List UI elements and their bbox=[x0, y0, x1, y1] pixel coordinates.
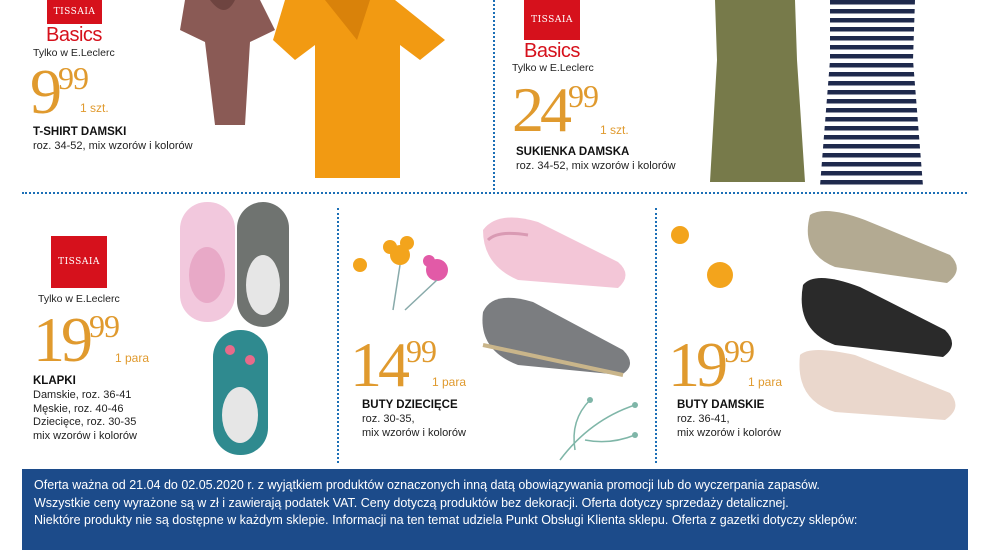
vertical-separator-left bbox=[337, 208, 339, 463]
price-unit: 1 para bbox=[748, 375, 783, 389]
product-title: BUTY DAMSKIE bbox=[677, 399, 765, 411]
product-title: KLAPKI bbox=[33, 375, 76, 387]
product-title: SUKIENKA DAMSKA bbox=[516, 146, 630, 158]
product-title: BUTY DZIECIĘCE bbox=[362, 399, 458, 411]
availability-label: Tylko w E.Leclerc bbox=[38, 293, 120, 305]
tshirts-image bbox=[165, 0, 465, 185]
plant-decoration bbox=[540, 390, 650, 465]
flowers-decoration bbox=[660, 220, 755, 295]
price-main: 9 bbox=[30, 56, 58, 127]
brand-logo: TISSAIA bbox=[524, 0, 580, 40]
price-unit: 1 para bbox=[432, 375, 467, 389]
price-main: 19 bbox=[33, 304, 89, 375]
availability-label: Tylko w E.Leclerc bbox=[33, 47, 115, 59]
product-title: T-SHIRT DAMSKI bbox=[33, 126, 127, 138]
dresses-image bbox=[705, 0, 935, 192]
price-cents: 99 bbox=[724, 333, 754, 369]
footer-line-2: Wszystkie ceny wyrażone są w zł i zawierają podatek VAT. Ceny dotyczą produktów bez dekoracji. Oferta dotyczy sprzedaży detalicznej. bbox=[34, 495, 789, 510]
product-description: roz. 30-35, mix wzorów i kolorów bbox=[362, 413, 466, 439]
price-unit: 1 szt. bbox=[600, 123, 629, 137]
product-description: roz. 34-52, mix wzorów i kolorów bbox=[516, 160, 676, 172]
availability-label: Tylko w E.Leclerc bbox=[512, 62, 594, 74]
price-main: 19 bbox=[668, 329, 724, 400]
brand-logo: TISSAIA bbox=[51, 236, 107, 288]
price bbox=[33, 304, 119, 375]
vertical-separator-right bbox=[655, 208, 657, 463]
clogs-image bbox=[175, 200, 295, 460]
footer-line-1: Oferta ważna od 21.04 do 02.05.2020 r. z wyjątkiem produktów oznaczonych inną datą obowiązywania promocji lub do wyczerpania zapasów. bbox=[34, 478, 820, 492]
price-cents: 99 bbox=[568, 78, 598, 114]
price-main: 24 bbox=[512, 74, 568, 145]
flowers-decoration bbox=[345, 225, 465, 315]
price-main: 14 bbox=[350, 329, 406, 400]
product-description: Damskie, roz. 36-41 Męskie, roz. 40-46 Dziecięce, roz. 30-35 mix wzorów i kolorów bbox=[33, 389, 137, 442]
product-description: roz. 34-52, mix wzorów i kolorów bbox=[33, 140, 193, 152]
price-unit: 1 para bbox=[115, 351, 150, 365]
kids-shoes-image bbox=[478, 210, 638, 380]
price bbox=[512, 74, 598, 145]
vertical-separator-top bbox=[493, 0, 495, 190]
womens-shoes-image bbox=[795, 205, 965, 425]
horizontal-separator bbox=[22, 192, 967, 194]
price-unit: 1 szt. bbox=[80, 101, 109, 115]
price bbox=[350, 329, 436, 400]
brand-logo: TISSAIA bbox=[47, 0, 102, 24]
footer-line-3: Niektóre produkty nie są dostępne w każdym sklepie. Informacji na ten temat udziela Punkt Obsługi Klienta sklepu. Oferta z gazetki dotyczy sklepów: bbox=[34, 513, 858, 527]
brand-name: Basics bbox=[524, 40, 580, 62]
price bbox=[668, 329, 754, 400]
brand-name: Basics bbox=[46, 24, 102, 46]
product-description: roz. 36-41, mix wzorów i kolorów bbox=[677, 413, 781, 439]
footer-notice bbox=[22, 469, 968, 550]
price-cents: 99 bbox=[58, 60, 88, 96]
price-cents: 99 bbox=[89, 308, 119, 344]
price-cents: 99 bbox=[406, 333, 436, 369]
